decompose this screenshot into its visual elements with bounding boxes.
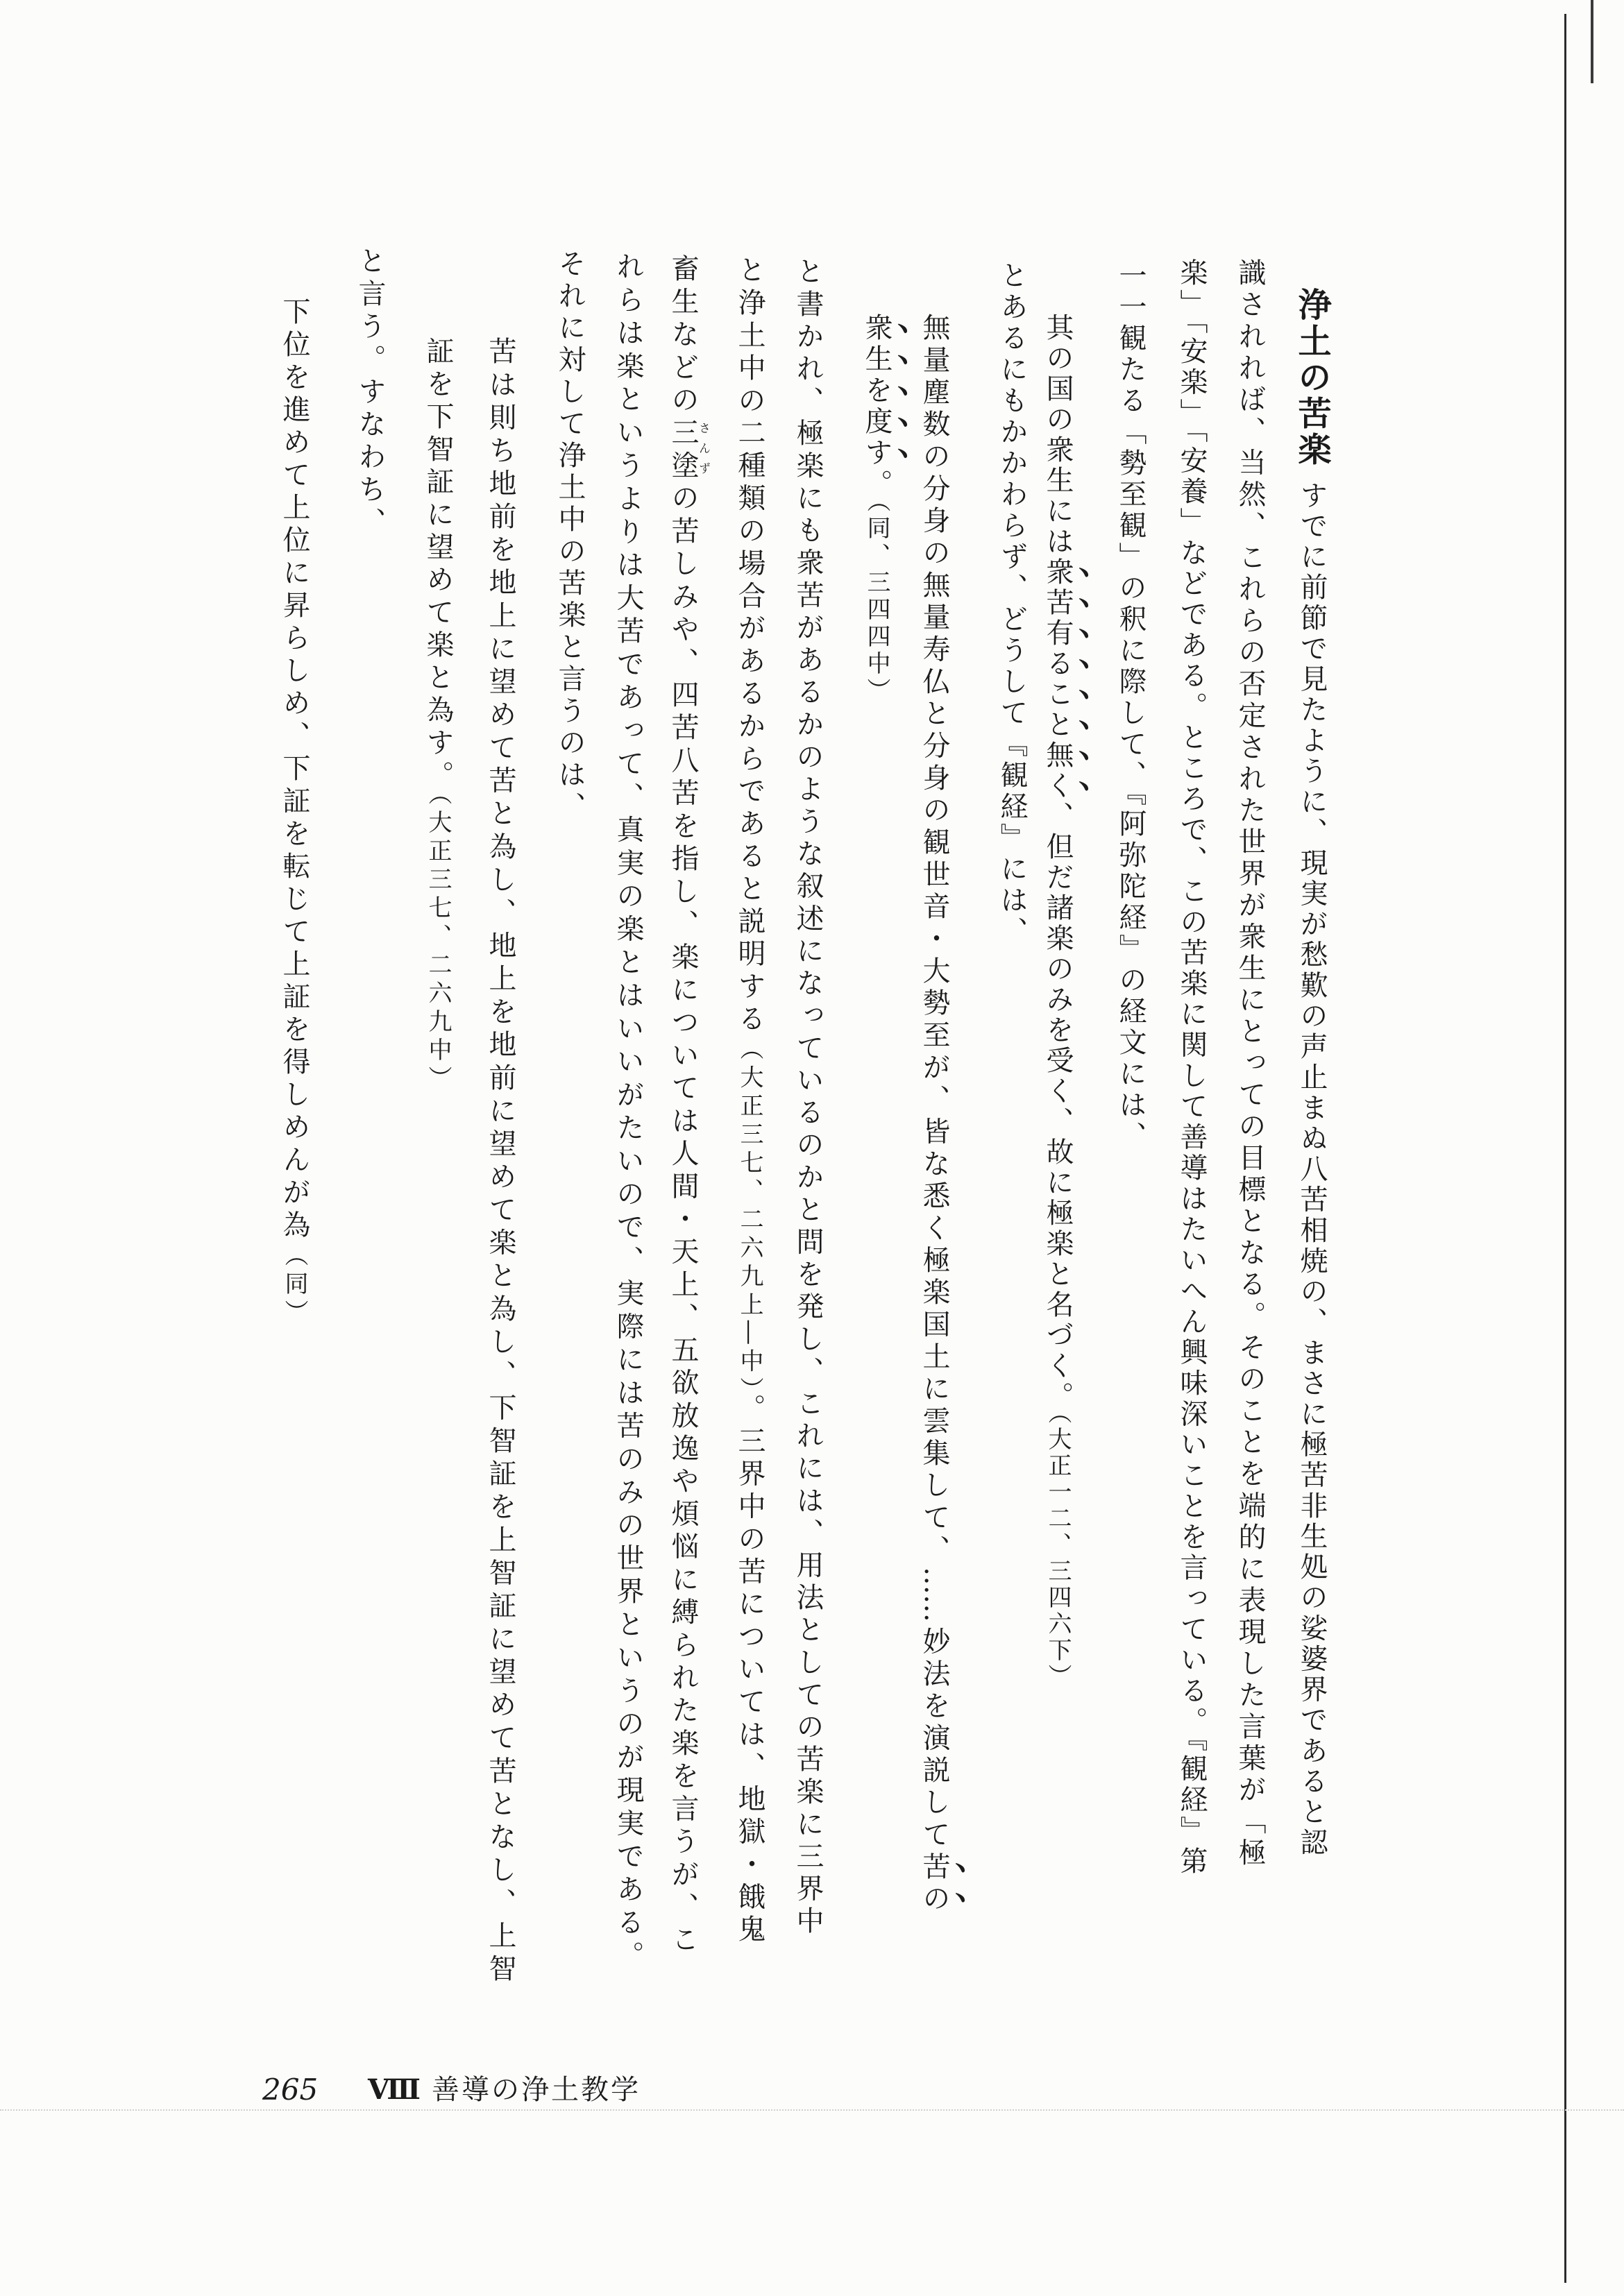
body-text: れらは楽というよりは大苦であって、真実の楽とはいいがたいので、実際には苦のみの世界というのが現実である。 — [612, 252, 644, 1968]
citation: （同、三四四中） — [863, 500, 890, 705]
body-text-column — [1291, 287, 1333, 1855]
quote-text: 、但だ諸楽のみを受く、故に極楽と名づく。 — [1042, 801, 1074, 1412]
ruby-annotation — [667, 418, 710, 484]
chapter-number: Ⅷ — [368, 2073, 421, 2106]
ruby-reading: さんず — [696, 418, 710, 479]
body-text-column — [991, 261, 1033, 1857]
citation: （大正三七、二六九上―中） — [736, 1036, 763, 1394]
body-text: 楽」「安楽」「安養」などである。ところで、この苦楽に関して善導はたいへん興味深いことを言っている。『観経』第 — [1176, 258, 1208, 1874]
emphasized-text: 衆苦有ること無く — [1042, 557, 1074, 801]
block-quote-column — [861, 313, 913, 1909]
emphasized-text: 苦の — [918, 1851, 950, 1912]
scan-artifact-line — [0, 2109, 1624, 2111]
body-text: それに対して浄土中の苦楽と言うのは、 — [554, 249, 586, 824]
body-text: 畜生などの — [667, 254, 699, 418]
body-text: と書かれ、極楽にも衆苦があるかのような叙述になっているのかと問を発し、これには、用法としての苦楽に三界中 — [792, 257, 824, 1934]
block-quote-column — [480, 337, 521, 1982]
body-text-column — [607, 252, 649, 1968]
block-quote-column — [417, 337, 459, 1932]
quote-text: 其の国の衆生には — [1042, 313, 1074, 557]
chapter-title: 善導の浄土教学 — [432, 2074, 641, 2106]
citation: （大正三七、二六九中） — [424, 793, 452, 1094]
body-text-column — [349, 246, 391, 1912]
block-quote-column — [273, 297, 315, 1962]
quote-text: 無量塵数の分身の無量寿仏と分身の観世音・大勢至が、皆な悉く極楽国土に雲集して、……妙法を演説して — [918, 313, 950, 1852]
body-text: と言う。すなわち、 — [354, 246, 386, 540]
body-text-column — [668, 254, 709, 1953]
body-text-column — [549, 249, 591, 1914]
citation: （大正一二、三四六下） — [1044, 1412, 1072, 1690]
body-text: すでに前節で見たように、現実が愁歎の声止まぬ八苦相焼の、まさに極苦非生処の娑婆界であると認 — [1296, 480, 1328, 1856]
citation: （同） — [280, 1243, 308, 1328]
scan-edge-mark — [1591, 0, 1593, 83]
quote-text: 。 — [861, 469, 893, 500]
page-edge-line — [1564, 14, 1566, 2283]
body-text: とあるにもかかわらず、どうして『観経』には、 — [996, 261, 1028, 948]
body-text-column — [1110, 261, 1151, 1857]
body-text-column — [1229, 258, 1271, 1866]
body-text: の苦しみや、四苦八苦を指し、楽については人間・天上、五欲放逸や煩悩に縛られた楽を言うが、こ — [667, 483, 699, 1953]
page-number: 265 — [262, 2073, 319, 2107]
quote-text: 苦は則ち地前を地上に望めて苦と為し、地上を地前に望めて楽と為し、下智証を上智証に望めて苦となし、上智 — [484, 337, 516, 1982]
body-text-column — [1171, 258, 1212, 1874]
emphasized-text: 衆生を度す — [861, 313, 893, 469]
section-heading: 浄土の苦楽 — [1292, 287, 1331, 468]
body-text: 一一観たる「勢至観」の釈に際して、『阿弥陀経』の経文には、 — [1115, 261, 1147, 1153]
body-text-column — [729, 255, 770, 1942]
ruby-base: 三塗 — [667, 418, 699, 484]
body-text: 。三界中の苦については、地獄・餓鬼 — [734, 1393, 766, 1943]
quote-text: 下位を進めて上位に昇らしめ、下証を転じて上証を得しめんが為 — [278, 297, 310, 1243]
quote-text: 証を下智証に望めて楽と為す。 — [422, 337, 454, 793]
block-quote-column — [918, 313, 970, 1912]
block-quote-column — [1042, 313, 1094, 1909]
body-text: と浄土中の二種類の場合があるからであると説明する — [734, 255, 766, 1037]
body-text-column — [787, 257, 829, 1934]
body-text: 識されれば、当然、これらの否定された世界が衆生にとっての目標となる。そのことを端的に表現した言葉が「極 — [1234, 258, 1266, 1866]
